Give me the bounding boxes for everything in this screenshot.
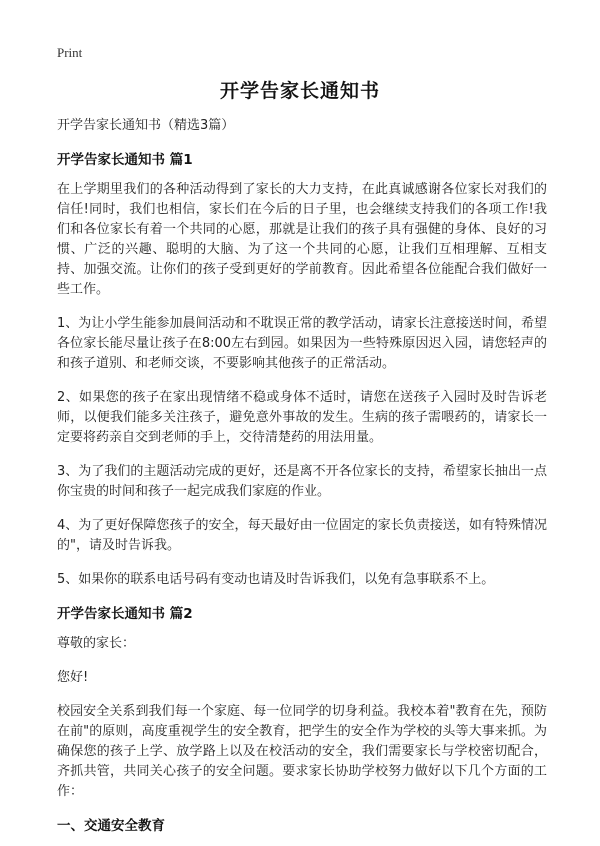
print-link[interactable]: Print: [57, 45, 83, 60]
subsection-heading-traffic-safety: 一、交通安全教育: [57, 818, 165, 834]
section1-paragraph-item-2: 2、如果您的孩子在家出现情绪不稳或身体不适时，请您在送孩子入园时及时告诉老师，以便我们能多关注孩子，避免意外事故的发生。生病的孩子需喂药的，请家长一定要将药亲自交到老师的手上，交待清楚药的用法用量。: [57, 390, 547, 445]
section1-paragraph-item-5: 5、如果你的联系电话号码有变动也请及时告诉我们，以免有急事联系不上。: [57, 572, 495, 587]
document-subtitle: 开学告家长通知书（精选3篇）: [57, 118, 235, 133]
section2-greeting: 您好!: [57, 670, 89, 685]
section-heading-2: 开学告家长通知书 篇2: [57, 606, 193, 622]
section1-paragraph-item-3: 3、为了我们的主题活动完成的更好，还是离不开各位家长的支持，希望家长抽出一点你宝贵的时间和孩子一起完成我们家庭的作业。: [57, 464, 547, 499]
section-heading-1: 开学告家长通知书 篇1: [57, 152, 193, 168]
section1-paragraph-intro: 在上学期里我们的各种活动得到了家长的大力支持，在此真诚感谢各位家长对我们的信任!同时，我们也相信，家长们在今后的日子里，也会继续支持我们的各项工作!我们和各位家长有着一个共同的心愿，那就是让我们的孩子具有强健的身体、良好的习惯、广泛的兴趣、聪明的大脑、为了这一个共同的心愿，让我们互相理解、互相支持、加强交流。让你们的孩子受到更好的学前教育。因此希望各位能配合我们做好一些工作。: [57, 182, 547, 297]
section2-paragraph-body: 校园安全关系到我们每一个家庭、每一位同学的切身利益。我校本着"教育在先，预防在前"的原则，高度重视学生的安全教育，把学生的安全作为学校的头等大事来抓。为确保您的孩子上学、放学路上以及在校活动的安全，我们需要家长与学校密切配合，齐抓共管，共同关心孩子的安全问题。要求家长协助学校努力做好以下几个方面的工作：: [57, 704, 547, 799]
section2-salutation: 尊敬的家长：: [57, 636, 136, 651]
section1-paragraph-item-1: 1、为让小学生能参加晨间活动和不耽误正常的教学活动，请家长注意接送时间，希望各位家长能尽量让孩子在8:00左右到园。如果因为一些特殊原因迟入园，请您轻声的和孩子道别、和老师交谈，不要影响其他孩子的正常活动。: [57, 316, 547, 371]
document-body: [57, 116, 547, 846]
section1-paragraph-item-4: 4、为了更好保障您孩子的安全，每天最好由一位固定的家长负责接送，如有特殊情况的"，请及时告诉我。: [57, 518, 547, 553]
page-title: 开学告家长通知书: [219, 80, 380, 102]
